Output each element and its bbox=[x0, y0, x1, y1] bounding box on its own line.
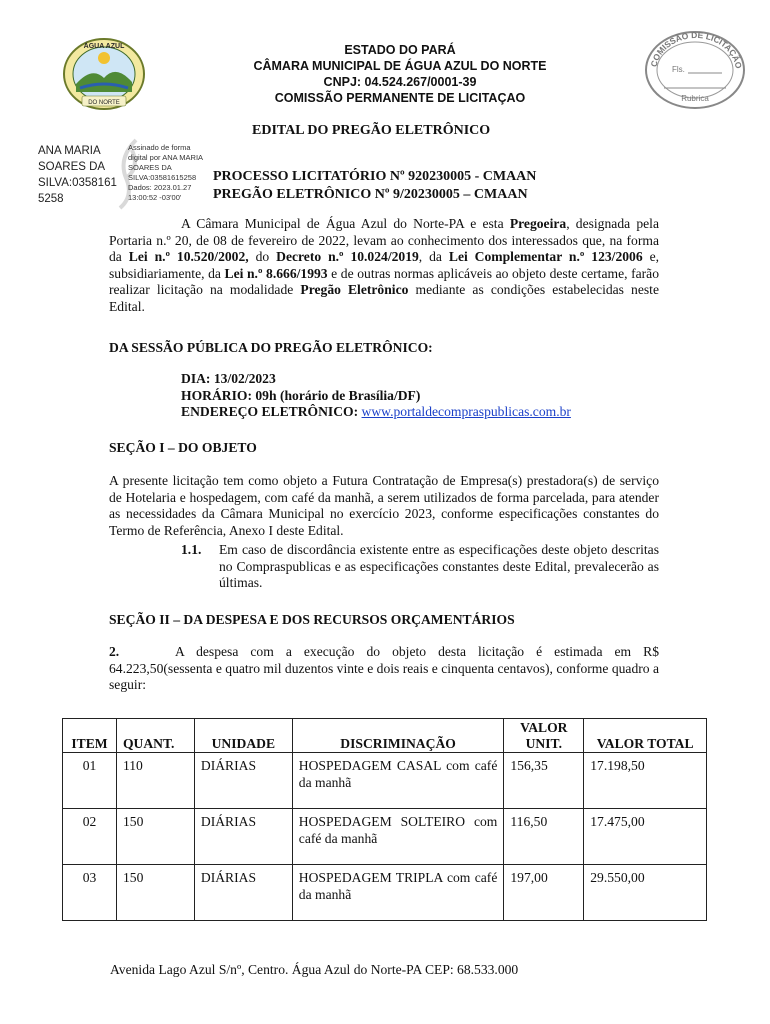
cell-unidade: DIÁRIAS bbox=[194, 865, 292, 921]
intro-text-3: do bbox=[248, 249, 277, 264]
session-details bbox=[181, 371, 571, 421]
intro-bold-lei-complementar: Lei Complementar n.º 123/2006 bbox=[448, 249, 643, 264]
session-address-label: ENDEREÇO ELETRÔNICO: bbox=[181, 404, 362, 419]
cell-valor-unit: 156,35 bbox=[504, 753, 584, 809]
section-1-text: A presente licitação tem como objeto a Futura Contratação de Empresa(s) prestadora(s) de serviço de Hotelaria e hospedagem, com café da manhã, a serem utilizados de forma parcelada, para atender as necessidades da Câmara Municipal no exercício 2023, conforme especificações constantes do Termo de Referência, Anexo I deste Edital. bbox=[109, 473, 659, 538]
signer-name: ANA MARIA SOARES DA SILVA:0358161 5258 bbox=[38, 145, 117, 205]
intro-text-5: e, subsidiariamente, da bbox=[109, 249, 660, 281]
subsection-1-1 bbox=[181, 542, 659, 592]
session-time: HORÁRIO: 09h (horário de Brasília/DF) bbox=[181, 387, 421, 403]
table-row bbox=[63, 865, 707, 921]
col-header-item: ITEM bbox=[63, 719, 117, 753]
cell-item: 01 bbox=[63, 753, 117, 809]
svg-text:COMISSÃO DE LICITAÇÃO bbox=[648, 30, 743, 70]
cell-quant: 150 bbox=[116, 809, 194, 865]
intro-text-6: e de outras normas aplicáveis ao objeto deste certame, farão realizar licitação na modalidade bbox=[109, 265, 660, 297]
cell-quant: 150 bbox=[116, 865, 194, 921]
document-title: EDITAL DO PREGÃO ELETRÔNICO bbox=[252, 123, 491, 138]
cell-discriminacao: HOSPEDAGEM CASAL com café da manhã bbox=[292, 753, 504, 809]
intro-bold-lei-8666: Lei n.º 8.666/1993 bbox=[224, 265, 328, 281]
commission-stamp bbox=[642, 28, 748, 110]
table-row bbox=[63, 809, 707, 865]
intro-text-7: mediante as condições estabelecidas neste Edital. bbox=[109, 282, 659, 314]
header-chamber: CÂMARA MUNICIPAL DE ÁGUA AZUL DO NORTE bbox=[253, 59, 547, 73]
header-state: ESTADO DO PARÁ bbox=[344, 43, 456, 57]
page-footer-address: Avenida Lago Azul S/nº, Centro. Água Azul do Norte-PA CEP: 68.533.000 bbox=[110, 962, 519, 977]
signature-details: Assinado de forma digital por ANA MARIA SOARES DA SILVA:03581615258 Dados: 2023.01.27 13:00:52 -03'00' bbox=[128, 143, 204, 202]
pregao-number: PREGÃO ELETRÔNICO Nº 9/20230005 – CMAAN bbox=[213, 187, 528, 202]
intro-text-2: , designada pela Portaria n.º 20, de 08 de fevereiro de 2022, levam ao conhecimento dos interessados que, na forma da bbox=[109, 216, 659, 264]
table-row bbox=[63, 753, 707, 809]
col-header-unidade: UNIDADE bbox=[194, 719, 292, 753]
stamp-rubrica: Rubrica bbox=[681, 94, 709, 103]
header-cnpj: CNPJ: 04.524.267/0001-39 bbox=[323, 75, 477, 89]
cell-unidade: DIÁRIAS bbox=[194, 753, 292, 809]
cell-quant: 110 bbox=[116, 753, 194, 809]
municipal-logo bbox=[62, 36, 146, 112]
intro-bold-lei-10520: Lei n.º 10.520/2002, bbox=[128, 249, 249, 264]
section-1-heading: SEÇÃO I – DO OBJETO bbox=[109, 440, 257, 455]
intro-bold-modalidade: Pregão Eletrônico bbox=[300, 282, 409, 297]
process-identifiers bbox=[213, 168, 536, 204]
intro-text-4: , da bbox=[418, 249, 449, 264]
col-header-valor-total: VALOR TOTAL bbox=[584, 719, 707, 753]
cell-valor-unit: 197,00 bbox=[504, 865, 584, 921]
cell-valor-unit: 116,50 bbox=[504, 809, 584, 865]
subsection-1-1-text: Em caso de discordância existente entre as especificações deste objeto descritas no Compraspublicas e as especificações constantes deste Edital, prevalecerão as últimas. bbox=[219, 542, 659, 590]
session-heading: DA SESSÃO PÚBLICA DO PREGÃO ELETRÔNICO: bbox=[109, 340, 433, 355]
intro-bold-pregoeira: Pregoeira bbox=[509, 216, 567, 231]
col-header-valor-unit: VALOR UNIT. bbox=[504, 719, 584, 753]
section-2-text bbox=[109, 644, 659, 694]
subsection-1-1-number: 1.1. bbox=[181, 542, 202, 557]
session-date: DIA: 13/02/2023 bbox=[181, 371, 276, 386]
portal-link[interactable]: www.portaldecompraspublicas.com.br bbox=[361, 404, 571, 419]
stamp-ring-text: COMISSÃO DE LICITAÇÃO bbox=[648, 29, 744, 70]
col-header-quant: QUANT. bbox=[116, 719, 194, 753]
document-header bbox=[200, 42, 600, 106]
intro-bold-decreto: Decreto n.º 10.024/2019 bbox=[276, 249, 419, 264]
cell-item: 02 bbox=[63, 809, 117, 865]
section-2-number: 2. bbox=[109, 644, 120, 659]
stamp-fls: Fls. bbox=[672, 65, 685, 74]
cell-valor-total: 17.198,50 bbox=[584, 753, 707, 809]
col-header-discriminacao: DISCRIMINAÇÃO bbox=[292, 719, 504, 753]
intro-text-1: A Câmara Municipal de Água Azul do Norte-PA e esta bbox=[181, 216, 510, 231]
process-number: PROCESSO LICITATÓRIO Nº 920230005 - CMAAN bbox=[213, 169, 537, 184]
cell-valor-total: 29.550,00 bbox=[584, 865, 707, 921]
header-commission: COMISSÃO PERMANENTE DE LICITAÇAO bbox=[274, 91, 526, 105]
cell-discriminacao: HOSPEDAGEM TRIPLA com café da manhã bbox=[292, 865, 504, 921]
items-table bbox=[62, 718, 707, 921]
intro-paragraph bbox=[109, 216, 659, 315]
logo-bottom-text: DO NORTE bbox=[88, 100, 120, 106]
cell-discriminacao: HOSPEDAGEM SOLTEIRO com café da manhã bbox=[292, 809, 504, 865]
cell-item: 03 bbox=[63, 865, 117, 921]
section-2-heading: SEÇÃO II – DA DESPESA E DOS RECURSOS ORÇAMENTÁRIOS bbox=[109, 612, 515, 627]
table-header-row bbox=[63, 719, 707, 753]
session-address bbox=[181, 404, 571, 421]
section-2-body: A despesa com a execução do objeto desta licitação é estimada em R$ 64.223,50(sessenta e quatro mil duzentos vinte e dois reais e cinquenta centavos), conforme quadro a seguir: bbox=[109, 644, 659, 692]
cell-unidade: DIÁRIAS bbox=[194, 809, 292, 865]
logo-top-text: ÁGUA AZUL bbox=[83, 43, 125, 50]
cell-valor-total: 17.475,00 bbox=[584, 809, 707, 865]
